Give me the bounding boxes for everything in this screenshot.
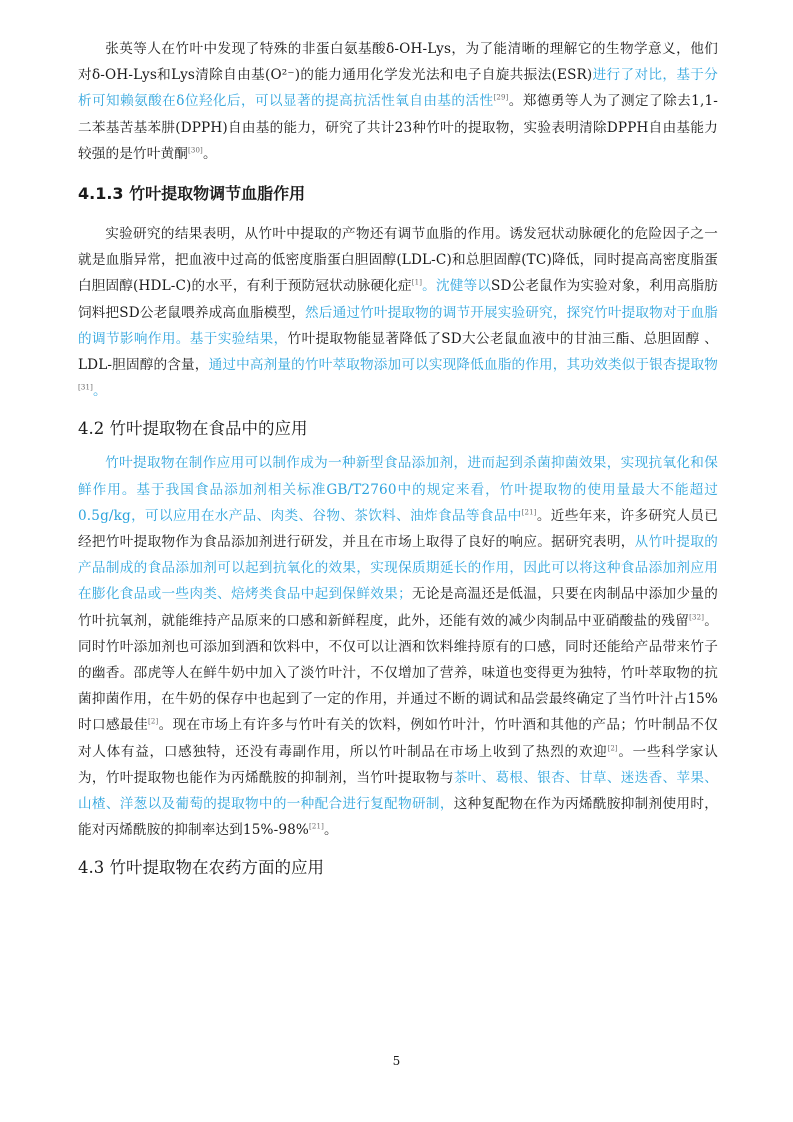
paragraph-zhang-ying <box>78 36 718 167</box>
para3-highlight-3: 茶叶、葛根、银杏、甘草、迷迭香、苹果、山楂、洋葱以及葡萄的提取物中的一种配合进行复配物研制， <box>78 769 718 813</box>
para2-text-3: 竹叶提取物能显著降低了SD大公老鼠血液中的甘油三酯、总胆固醇 、LDL-胆固醇的含量， <box>78 330 718 374</box>
page-body <box>78 36 718 889</box>
para3-text-2: 无论是高温还是低温，只要在肉制品中添加少量的竹叶抗氧剂，就能维持产品原来的口感和新鲜程度，此外，还能有效的减少肉制品中亚硝酸盐的残留 <box>78 586 718 629</box>
para3-text-1: 。近些年来，许多研究人员已经把竹叶提取物作为食品添加剂进行研发，并且在市场上取得了良好的响应。据研究表明， <box>78 507 718 551</box>
para2-highlight-2: 然后通过竹叶提取物的调节开展实验研究，探究竹叶提取物对于血脂的调节影响作用。基于实验结果， <box>78 304 718 347</box>
para2-highlight-3: 通过中高剂量的竹叶萃取物添加可以实现降低血脂的作用，其功效类似于银杏提取物 <box>208 357 718 374</box>
paragraph-food-application <box>78 450 718 843</box>
para3-highlight-1: 竹叶提取物在制作应用可以制作成为一种新型食品添加剂，进而起到杀菌抑菌效果，实现抗氧化和保鲜作用。基于我国食品添加剂相关标准GB/T2760中的规定来看，竹叶提取物的使用量最大不能超过0.5g/kg，可以应用在水产品、肉类、谷物、茶饮料、油炸食品等食品中 <box>78 455 718 524</box>
para2-text-4: 。 <box>92 383 107 400</box>
citation-21b: [21] <box>309 822 324 831</box>
para3-text-4: 。现在市场上有许多与竹叶有关的饮料，例如竹叶汁，竹叶酒和其他的产品；竹叶制品不仅对人体有益，口感独特，还没有毒副作用，所以竹叶制品在市场上收到了热烈的欢迎 <box>78 717 719 760</box>
para2-text-2: SD公老鼠作为实验对象，利用高脂肪饲料把SD公老鼠喂养成高血脂模型， <box>78 278 719 321</box>
page-number: 5 <box>392 1054 401 1068</box>
para1-text-1: 张英等人在竹叶中发现了特殊的非蛋白氨基酸δ-OH-Lys，为了能清晰的理解它的生物学意义，他们对δ-OH-Lys和Lys清除自由基(O²⁻)的能力通用化学发光法和电子自旋共振法(ESR) <box>78 41 718 84</box>
citation-30: [30] <box>187 146 203 155</box>
section-heading-4-1-3: 4.1.3 竹叶提取物调节血脂作用 <box>78 184 306 204</box>
citation-1: [1] <box>411 278 423 287</box>
para3-text-7: 。 <box>323 822 338 839</box>
para1-highlight-1: 进行了对比，基于分析可知赖氨酸在δ位羟化后，可以显著的提高抗活性氧自由基的活性 <box>78 67 718 110</box>
para3-text-6: 这种复配物在作为丙烯酰胺抑制剂使用时，能对丙烯酰胺的抑制率达到15%-98% <box>78 796 718 839</box>
citation-2b: [2] <box>607 744 618 753</box>
citation-21a: [21] <box>521 508 537 517</box>
citation-32: [32] <box>689 613 705 622</box>
citation-31: [31] <box>78 383 93 392</box>
section-heading-4-2: 4.2 竹叶提取物在食品中的应用 <box>78 419 308 439</box>
citation-29: [29] <box>493 93 509 102</box>
para3-highlight-2: 从竹叶提取的产品制成的食品添加剂可以起到抗氧化的效果，实现保质期延长的作用，因此可以将这种食品添加剂应用在膨化食品或一些肉类、焙烤类食品中起到保鲜效果； <box>78 534 718 603</box>
para3-text-5: 。一些科学家认为，竹叶提取物也能作为丙烯酰胺的抑制剂，当竹叶提取物与 <box>78 743 718 786</box>
para1-text-3: 。 <box>202 145 217 162</box>
section-heading-4-3: 4.3 竹叶提取物在农药方面的应用 <box>78 858 324 878</box>
para3-text-3: 。同时竹叶添加剂也可添加到酒和饮料中，不仅可以让酒和饮料维持原有的口感，同时还能给产品带来竹子的幽香。邵虎等人在鲜牛奶中加入了淡竹叶汁，不仅增加了营养，味道也变得更为独特，竹叶萃取物的抗菌抑菌作用，在牛奶的保存中也起到了一定的作用，并通过不断的调试和品尝最终确定了当竹叶汁占15%时口感最佳 <box>78 612 718 734</box>
para2-highlight-1: 。沈健等以 <box>422 278 492 295</box>
para2-text-1: 实验研究的结果表明，从竹叶中提取的产物还有调节血脂的作用。诱发冠状动脉硬化的危险因子之一就是血脂异常，把血液中过高的低密度脂蛋白胆固醇(LDL-C)和总胆固醇(TC)降低，同时提高高密度脂蛋白胆固醇(HDL-C)的水平，有利于预防冠状动脉硬化症 <box>78 226 718 295</box>
paragraph-blood-lipid <box>78 221 718 404</box>
citation-2a: [2] <box>147 717 159 726</box>
para1-text-2: 。郑德勇等人为了测定了除去1,1-二苯基苦基苯肼(DPPH)自由基的能力，研究了共计23种竹叶的提取物，实验表明清除DPPH自由基能力较强的是竹叶黄酮 <box>78 93 718 162</box>
